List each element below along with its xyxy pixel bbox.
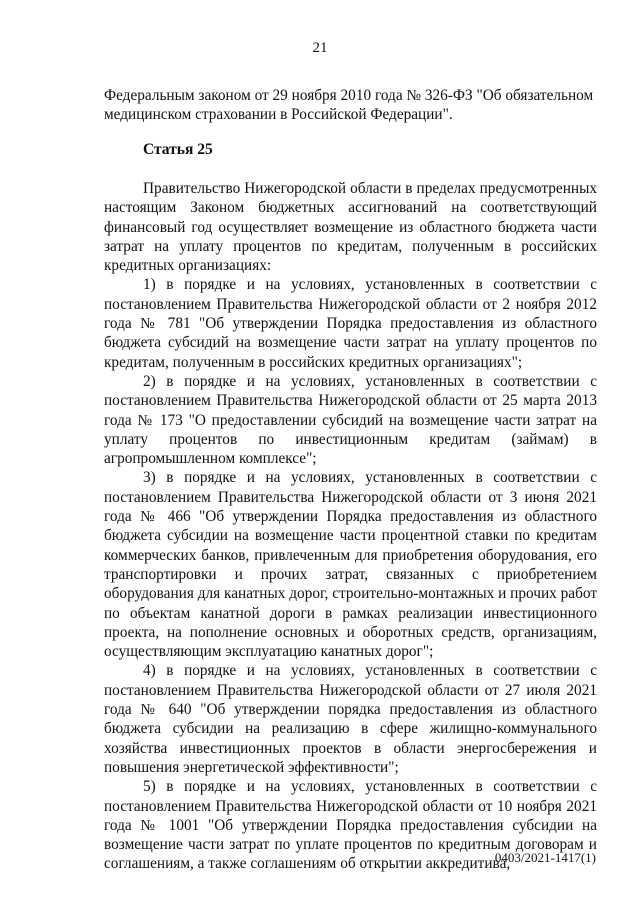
article-content [104,179,597,874]
page-number: 21 [312,40,328,56]
intro-paragraph: Федеральным законом от 29 ноября 2010 года № 326-ФЗ "Об обязательном медицинском страховании в Российской Федерации". [104,87,594,124]
paragraph-item-1: 1) в порядке и на условиях, установленных в соответствии с постановлением Правительства Нижегородской области от 2 ноября 2012 года № 781 "Об утверждении Порядка предоставления из областного бюджета субсидий на возмещение части затрат на уплату процентов по кредитам, полученным в российских кредитных организациях"; [104,276,597,371]
document-code: 0403/2021-1417(1) [494,850,596,865]
paragraph-item-3: 3) в порядке и на условиях, установленных в соответствии с постановлением Правительства Нижегородской области от 3 июня 2021 года № 466 "Об утверждении Порядка предоставления из областного бюджета субсидии на возмещение части процентной ставки по кредитам коммерческих банков, привлеченным для приобретения оборудования, его транспортировки и прочих затрат, связанных с приобретением оборудования для канатных дорог, строительно-монтажных и прочих работ по объектам канатной дороги в рамках реализации инвестиционного проекта, на пополнение основных и оборотных средств, организациям, осуществляющим эксплуатацию канатных дорог"; [104,469,597,661]
article-title: Статья 25 [143,141,213,158]
paragraph-item-5: 5) в порядке и на условиях, установленных в соответствии с постановлением Правительства Нижегородской области от 10 ноября 2021 года № 1001 "Об утверждении Порядка предоставления субсидии на возмещение части затрат по уплате процентов по кредитным договорам и соглашениям, а также соглашениям об открытии аккредитива, [104,778,597,873]
paragraph-item-4: 4) в порядке и на условиях, установленных в соответствии с постановлением Правительства Нижегородской области от 27 июля 2021 года № 640 "Об утверждении порядка предоставления из областного бюджета субсидии на реализацию в сфере жилищно-коммунального хозяйства инвестиционных проектов в области энергосбережения и повышения энергетической эффективности"; [104,662,597,776]
paragraph-preamble: Правительство Нижегородской области в пределах предусмотренных настоящим Законом бюджетных ассигнований на соответствующий финансовый год осуществляет возмещение из областного бюджета части затрат на уплату процентов по кредитам, полученным в российских кредитных организациях: [104,180,597,275]
paragraph-item-2: 2) в порядке и на условиях, установленных в соответствии с постановлением Правительства Нижегородской области от 25 марта 2013 года № 173 "О предоставлении субсидий на возмещение части затрат на уплату процентов по инвестиционным кредитам (займам) в агропромышленном комплексе"; [104,372,597,468]
intro-block [104,86,597,125]
